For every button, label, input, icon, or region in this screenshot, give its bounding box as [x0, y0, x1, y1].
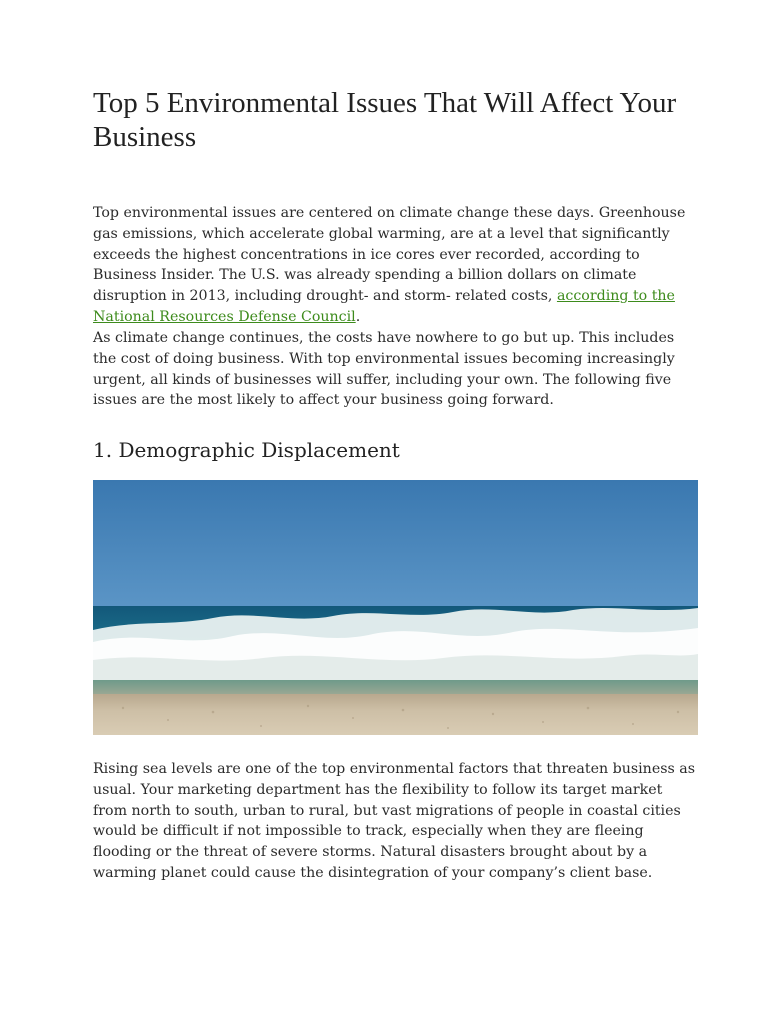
intro-paragraph	[93, 203, 698, 328]
nrdc-link[interactable]: according to the National Resources Defense Council	[93, 288, 675, 325]
article-title: Top 5 Environmental Issues That Will Affect Your Business	[93, 87, 677, 153]
section-heading-demographic-displacement: 1. Demographic Displacement	[93, 438, 400, 462]
intro-text: Top environmental issues are centered on climate change these days. Greenhouse gas emissions, which accelerate global warming, are at a level that significantly exceeds the highest concentrations in ice cores ever recorded, according to Business Insider. The U.S. was already spending a billion dollars on climate disruption in 2013, including drought- and storm- related costs,	[93, 205, 686, 305]
intro-end: .	[355, 308, 361, 325]
ocean-waves-beach-photo	[93, 480, 698, 735]
section-1-body: Rising sea levels are one of the top environmental factors that threaten business as usual. Your marketing department has the flexibility to follow its target market from north to south, urban to rural, but vast migrations of people in coastal cities would be difficult if not impossible to track, especially when they are fleeing flooding or the threat of severe storms. Natural disasters brought about by a warming planet could cause the disintegration of your company’s client base.	[93, 761, 696, 881]
paragraph-2: As climate change continues, the costs have nowhere to go but up. This includes the cost of doing business. With top environmental issues becoming increasingly urgent, all kinds of businesses will suffer, including your own. The following five issues are the most likely to affect your business going forward.	[93, 330, 675, 409]
